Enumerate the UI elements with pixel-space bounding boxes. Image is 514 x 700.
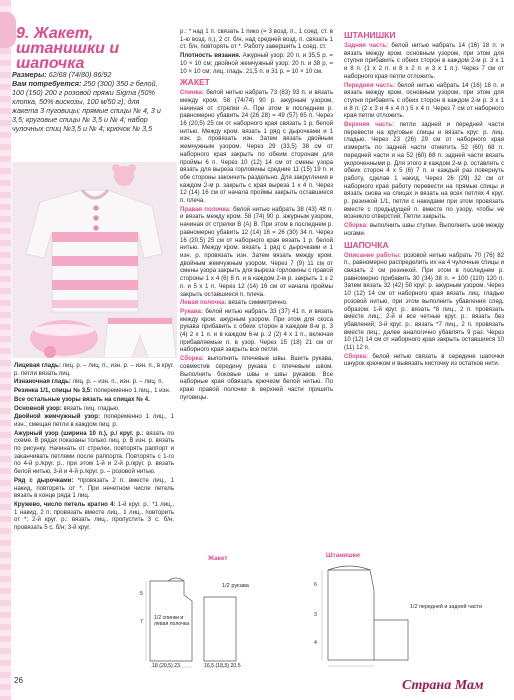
gauge-text: Ажурный узор: 20 п. и 35,5 р. = 10 × 10 см; двойной жемчужный узор: 20 п. и 38 р. = 10 × 10 см; лиц. гладь: 21,5 п. и 31 р. = 10 × 10 см. xyxy=(180,52,333,75)
gauge-head: Плотность вязания. xyxy=(180,52,241,60)
sleeves-text: белой нитью набрать 33 (37) 41 п. и вязать между кром. ажурным узором. При этом для скоса рукава прибавить с обеих сторон в каждом 8-м р. 3 (4) 2 х 1 п. и в каждом 6-м р. 2 (2) 4 х 1 п., включая прибавляемые п. в узор. Через 15 (18) 21 см от наборного края закрыть все петли. xyxy=(180,307,333,354)
back-half-text: белой нитью набрать 14 (16) 18 п. и вязать между кром. основным узором, при этом для ступни прибавить с обеих сторон в каждом 2-м р. 3 х 1 и 8 п. (1 х 2 п. и 8 х 2 п. и 3 х 1 п.). Через 7 см от наборного края петли отложить. xyxy=(344,42,504,80)
front-half-head: Передняя часть: xyxy=(344,81,395,89)
hat-assembly-text: белой нитью связать в середине шапочки шнурок крючком и вывязать кисточку из остатков нити. xyxy=(344,352,504,368)
half-front-back-label: 1/2 передней и задней части xyxy=(410,604,483,610)
materials-block xyxy=(12,70,162,133)
materials-value: 250 (300) 350 г белой, 100 (150) 200 г розовой пряжи Sigma (50% хлопка, 50% вискозы, 100 м/50 г); для жакета 3 пуговицы; прямые спицы № 4, 3 и 3,5; круговые спицы № 3,5 и № 4; набор чулочных спиц №3,5 и № 4; крючок № 3,5 xyxy=(12,79,161,133)
stitch-head: Лицевая гладь: xyxy=(14,362,61,369)
hat-desc-text: розовой нитью набрать 70 (76) 82 п., равномерно распределить их на 4 чулочные спицы и связать 2 см резинкой. При этом в последнем р. равномерно прибавить 30 (34) 38 п. = 100 (110) 120 п. Затем вязать 32 (42) 50 круг. р. ажурным узором. Через 10 (12) 14 см от наборного края вязать лиц. гладью розовой нитью, при этом выполнить убавления след. образом: 1-й круг. р.: вязать *8 лиц., 2 п. провязать вместе лиц.; 2-й и все четные круг. р.: вязать без убавлений; 3-й круг. р.: вязать *7 лиц., 2 п. провязать вместе лиц.; далее аналогично убавлять 9 раз. Через 10 (12) 14 см от наборного края закрыть оставшиеся 10 (11) 12 п. xyxy=(344,251,504,352)
dim-c: 6 xyxy=(314,582,317,588)
hat-assembly-head: Сборка: xyxy=(344,352,368,360)
sleeves-head: Рукава: xyxy=(180,307,203,315)
stitch-text: вязать лиц. гладью. xyxy=(63,404,120,412)
stitch-text: попеременно 1 лиц., 1 изн., смещая петли в каждом лиц. р. xyxy=(14,413,174,428)
site-watermark: Страна Мам xyxy=(402,678,484,693)
half-sleeve-label: 1/2 рукава xyxy=(222,583,249,589)
stitch-text: попеременно 1 лиц., 1 изн. xyxy=(93,387,171,395)
stitch-text: лиц. р. – лиц. п., изн. р. – изн. п., в круг. р. петли вязать лиц. xyxy=(14,362,174,377)
sizes-label: Размеры: xyxy=(12,70,47,79)
half-back-front-label: 1/2 спинки и левая полочка xyxy=(154,615,190,627)
right-front-head: Правая полочка: xyxy=(180,205,231,213)
page-number: 26 xyxy=(14,676,23,685)
spiral-binding xyxy=(0,0,11,700)
product-photo xyxy=(12,162,177,358)
left-column xyxy=(14,362,174,533)
stitch-text: вязать по схеме. В рядах показаны только лиц. р. В изн. р. вязать по рисунку. Начинать от стрелки, повторять раппорт и заканчивать петлями после раппорта. Повторять с 1-го по 4-й р./круг. р., при этом 1-й и 2-й р./круг. р. вязать белой нитью, 3-й и 4-й р./круг. р. – розовой нитью. xyxy=(14,429,174,476)
stitch-head: Основной узор: xyxy=(14,404,62,412)
continued-text: р.: * над 1 п. связать 1 пико (= 3 возд. п., 1 соед. ст. в 1-ю возд. п.), 2 ст. б/н, над средней возд. п. связать 1 ст. б/н, повторять от *. Работу завершить 1 соед. ст. xyxy=(180,28,333,51)
stitch-head: Ряд с дырочками: xyxy=(14,476,74,484)
stitch-head: Кружево, число петель кратно 4: xyxy=(14,500,116,508)
jacket-diagram-label: Жакет xyxy=(208,555,228,562)
back-half-head: Задняя часть: xyxy=(344,42,389,49)
upper-text: петли задней и передней части перевести на круговые спицы и вязать круг. р. лиц. гладью. Через 23 (26) 29 см от наборного края измерить по задней части отметить 52 (60) 68 п. передней части и на 52 (60) 68 п. задней части вязать укороченными р. Для этого в каждом 2-м р. оставлять с обеих сторон 4 х 5 (6) 7 п. и каждый раз повернуть работу, сделав 1 накид. Через 26 (29) 32 см от наборного края работу перевести на прямые спицы и вязать снова на спицах и вязать на всех петлях 4 круг. р. резинкой 1/1, петли с накидами при этом провязать вместе с предыдущей п. вместе по узору, чтобы не возникло отверстий. Петли закрыть. xyxy=(344,121,504,221)
stitch-head: Резинка 1/1, спицы № 3,5: xyxy=(14,387,93,395)
right-column xyxy=(344,28,504,369)
stitch-head: Двойной жемчужный узор: xyxy=(14,413,101,421)
hat-desc-head: Описание работы: xyxy=(344,251,402,259)
dim-e: 4 xyxy=(314,640,317,646)
pants-schematic xyxy=(310,560,500,675)
stitch-head: Все остальные узоры вязать на спицах № 4. xyxy=(14,395,150,403)
pattern-title: 9. Жакет, штанишки и шапочка xyxy=(16,25,120,72)
back-head: Спинка: xyxy=(180,89,204,97)
left-front-head: Левая полочка: xyxy=(180,299,227,307)
section-jacket: ЖАКЕТ xyxy=(180,77,210,88)
pants-assembly-text: выполнить швы ступни. Выполнить шов между ногами. xyxy=(344,222,504,237)
stitch-head: Изнаночная гладь: xyxy=(14,378,71,386)
section-pants: ШТАНИШКИ xyxy=(344,30,396,40)
back-text: белой нитью набрать 73 (83) 93 п. и вязать между кром. 58 (74/74) 90 р. ажурным узором, начиная от стрелки А. При этом в последнем р. равномерно убавить 24 (26 28) = 49 (57) 65 п. Через 16 (20,5) 25 см от наборного края связать 1 р. белой нитью. Между кром. вязать 1 ряд с дырочками и 1 изн. р. провязать изн. Затем вязать двойным жемчужным узором. Через 29 (33,5) 38 см от наборного края закрыть по обеим сторонам для проймы 6 п. Через 10 (12) 14 см от смены узора вязать для выреза горловины средние 11 (15) 19 п. и обе стороны закончить раздельно. Для закругления в каждом 2-м р. закрыть с края выреза 1 х 4 п. Через 12 (14) 16 см от начала проймы закрыть оставшиеся п. плеча. xyxy=(180,89,333,205)
section-hat: ШАПОЧКА xyxy=(344,239,389,250)
assembly-text: выполнить плечевые швы. Вшить рукава, совместив середину рукава с плечевым швом. Выполнить боковые швы и швы рукавов. Все наборные края обвязать крючком белой нитью. По краю правой полочки в верхней части пришить пуговицы. xyxy=(180,355,333,401)
materials-label: Вам потребуется: xyxy=(12,79,82,88)
photo-illustration xyxy=(12,162,177,358)
middle-column xyxy=(180,28,333,402)
right-front-text: белой нитью набрать 38 (43) 48 п. и вязать между кром. 58 (74) 90 р. ажурным узором, начиная от стрелки В (А) В. При этом в последнем р. равномерно убавить 12 (14) 16 = 26 (30) 34 п. Через 16 (20,5) 25 см от наборного края вязать 1 р. белой нитью. Между кром. вязать 1 ряд с дырочками и 1 изн. р. провязать изн. Затем вязать между кром. двойным жемчужным узором. Через 7 (9) 11 см от смены узора закрыть для выреза горловины с правой стороны 1 х 4 (6) 8 п. и в каждом 2-м р. закрыть 1 х 2 п. и 5 х 1 п. Через 12 (14) 16 см от начала проймы закрыть оставшиеся п. плеча. xyxy=(180,205,333,298)
sizes-value: 62/68 (74/80) 86/92 xyxy=(48,70,112,79)
pants-assembly-head: Сборка: xyxy=(344,222,368,230)
upper-head: Верхняя часть: xyxy=(344,121,395,129)
dim-a: 5 xyxy=(140,591,143,597)
pants-diagram-label: Штанишки xyxy=(326,552,360,559)
left-front-text: вязать симметрично. xyxy=(228,299,288,307)
stitch-text: лиц. р. – изн. п., изн. р. – лиц. п. xyxy=(72,378,164,386)
front-half-text: белой нитью набрать 14 (16) 18 п. и вязать между кром. основным узором, при этом для ступни прибавить с обеих сторон в каждом 2-м р. 3 х 1 и 8 п. (2 х 3 и 4 х 4 п.) 5 х 4 п. Через 7 см от наборного края петли отложить. xyxy=(344,81,505,120)
pants-diagram xyxy=(310,552,500,674)
binding-tab xyxy=(0,12,16,48)
stitch-text: 1-й круг. р.: *1 лиц., 1 накид, 2 п. провязать вместе лиц., 1 лиц., повторить от *; 2-й круг. р.: вязать лиц., пропустить 3 с. б/н, провязать 5 с. б/н; 3-й круг. xyxy=(14,500,174,532)
sleeve-bottom-dim: 16,5 (18,5) 20,5 xyxy=(204,663,241,669)
stitch-head: Ажурный узор (ширина 10 п.), р./ круг. р.: xyxy=(14,429,144,437)
dim-b: 7 xyxy=(140,619,143,625)
dim-d: 3 xyxy=(314,612,317,618)
stitch-text: *провязать 2 п. вместе лиц., 1 накид, повторять от *. При нечетном числе петель вязать в конце ряда 1 лиц. xyxy=(14,476,174,500)
assembly-head: Сборка: xyxy=(180,355,204,363)
jacket-bottom-dim: 18 (20,5) 23 xyxy=(152,663,180,669)
